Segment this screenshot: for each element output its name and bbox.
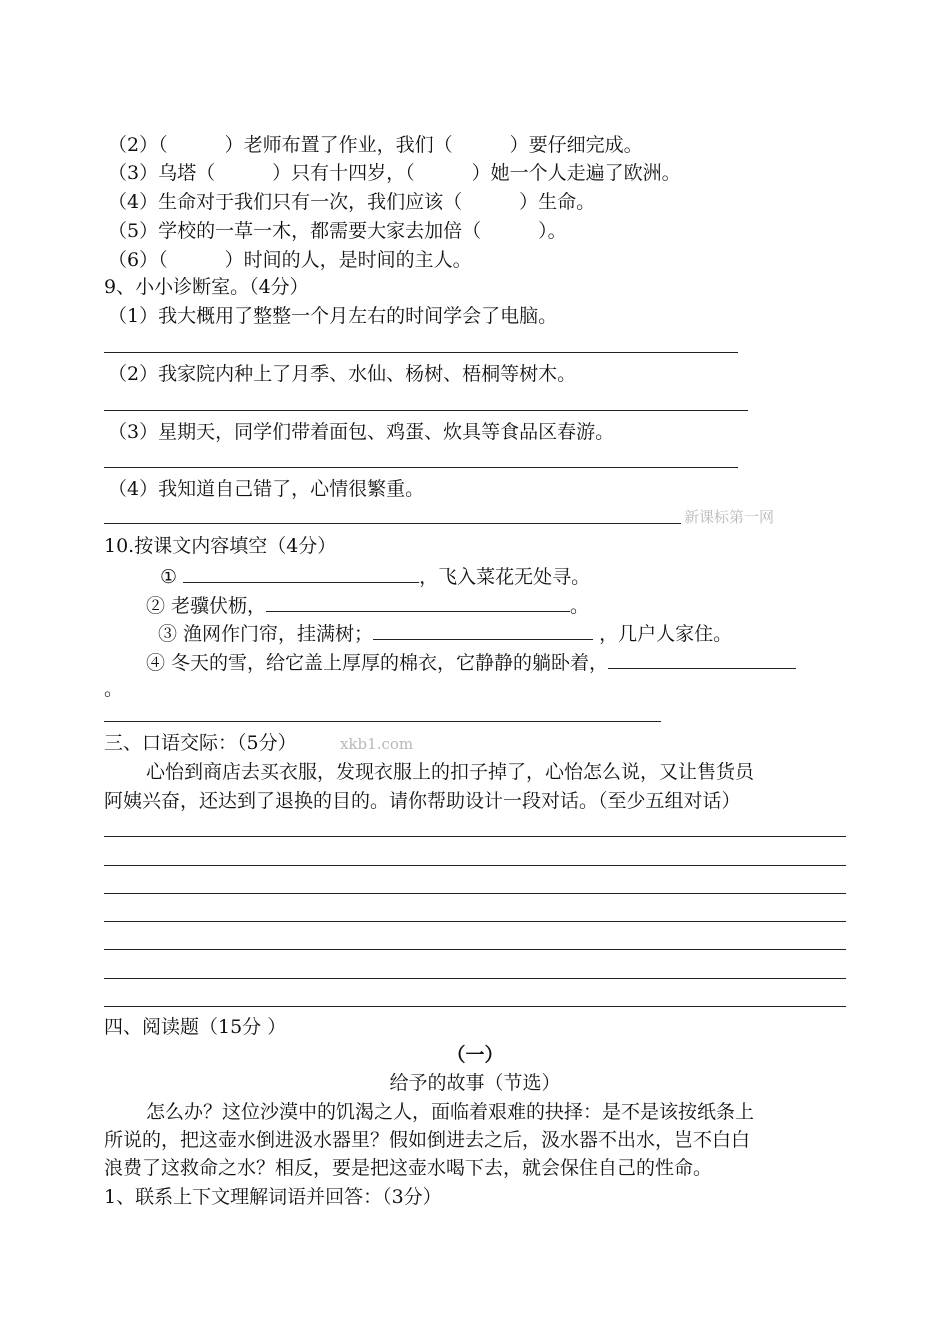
oral-answer-line-4 <box>104 921 846 922</box>
q10-item-4: ④ 冬天的雪，给它盖上厚厚的棉衣，它静静的躺卧着， <box>146 648 796 676</box>
oral-title: 三、口语交际：（5分） <box>104 732 297 754</box>
q8-item-4: （4）生命对于我们只有一次，我们应该（ ）生命。 <box>108 191 596 213</box>
reading-title: 四、阅读题（15分 ） <box>104 1016 287 1038</box>
passage-title: 给予的故事（节选） <box>389 1072 561 1094</box>
q9-item-3: （3）星期天，同学们带着面包、鸡蛋、炊具等食品区春游。 <box>108 421 615 443</box>
q9-answer-line-4 <box>104 523 681 524</box>
watermark-url: xkb1.com <box>340 735 414 753</box>
q8-item-2: （2）（ ）老师布置了作业，我们（ ）要仔细完成。 <box>108 134 643 156</box>
watermark-text: 新课标第一网 <box>684 508 775 526</box>
q10-item-3: ③ 渔网作门帘，挂满树； ，几户人家住。 <box>158 619 732 647</box>
q10-item-2: ② 老骥伏枥， 。 <box>146 591 589 619</box>
q9-answer-line-3 <box>104 467 738 468</box>
oral-prompt-line-2: 阿姨兴奋，还达到了退换的目的。请你帮助设计一段对话。（至少五组对话） <box>104 790 741 812</box>
oral-answer-line-3 <box>104 893 846 894</box>
q8-item-6: （6）（ ）时间的人，是时间的主人。 <box>108 249 472 271</box>
oral-answer-line-5 <box>104 949 846 950</box>
oral-answer-line-2 <box>104 865 846 866</box>
q9-item-2: （2）我家院内种上了月季、水仙、杨树、梧桐等树木。 <box>108 363 577 385</box>
q8-item-5: （5）学校的一草一木，都需要大家去加倍（ ）。 <box>108 220 567 242</box>
q9-item-4: （4）我知道自己错了，心情很繁重。 <box>108 478 425 500</box>
q9-item-1: （1）我大概用了整整一个月左右的时间学会了电脑。 <box>108 305 558 327</box>
reading-question-1: 1、联系上下文理解词语并回答：（3分） <box>104 1186 442 1208</box>
oral-answer-line-1 <box>104 836 846 837</box>
q9-answer-line-1 <box>104 352 738 353</box>
q8-item-3: （3）乌塔（ ）只有十四岁，（ ）她一个人走遍了欧洲。 <box>108 162 681 184</box>
passage-line-3: 浪费了这救命之水？相反，要是把这壶水喝下去，就会保住自己的性命。 <box>104 1157 713 1179</box>
q10-item-4-tail: 。 <box>104 678 124 700</box>
oral-answer-line-6 <box>104 978 846 979</box>
q10-title: 10.按课文内容填空（4分） <box>104 535 337 557</box>
oral-answer-line-7 <box>104 1006 846 1007</box>
passage-line-1: 怎么办？这位沙漠中的饥渴之人，面临着艰难的抉择：是不是该按纸条上 <box>146 1101 755 1123</box>
q9-title: 9、小小诊断室。（4分） <box>104 276 309 298</box>
reading-section-label: （一） <box>446 1044 504 1066</box>
passage-line-2: 所说的，把这壶水倒进汲水器里？假如倒进去之后，汲水器不出水，岂不白白 <box>104 1129 751 1151</box>
q10-item-1: ① ，飞入菜花无处寻。 <box>160 562 590 590</box>
q10-answer-line <box>104 721 661 722</box>
q9-answer-line-2 <box>104 410 748 411</box>
oral-prompt-line-1: 心怡到商店去买衣服，发现衣服上的扣子掉了，心怡怎么说，又让售货员 <box>146 761 755 783</box>
